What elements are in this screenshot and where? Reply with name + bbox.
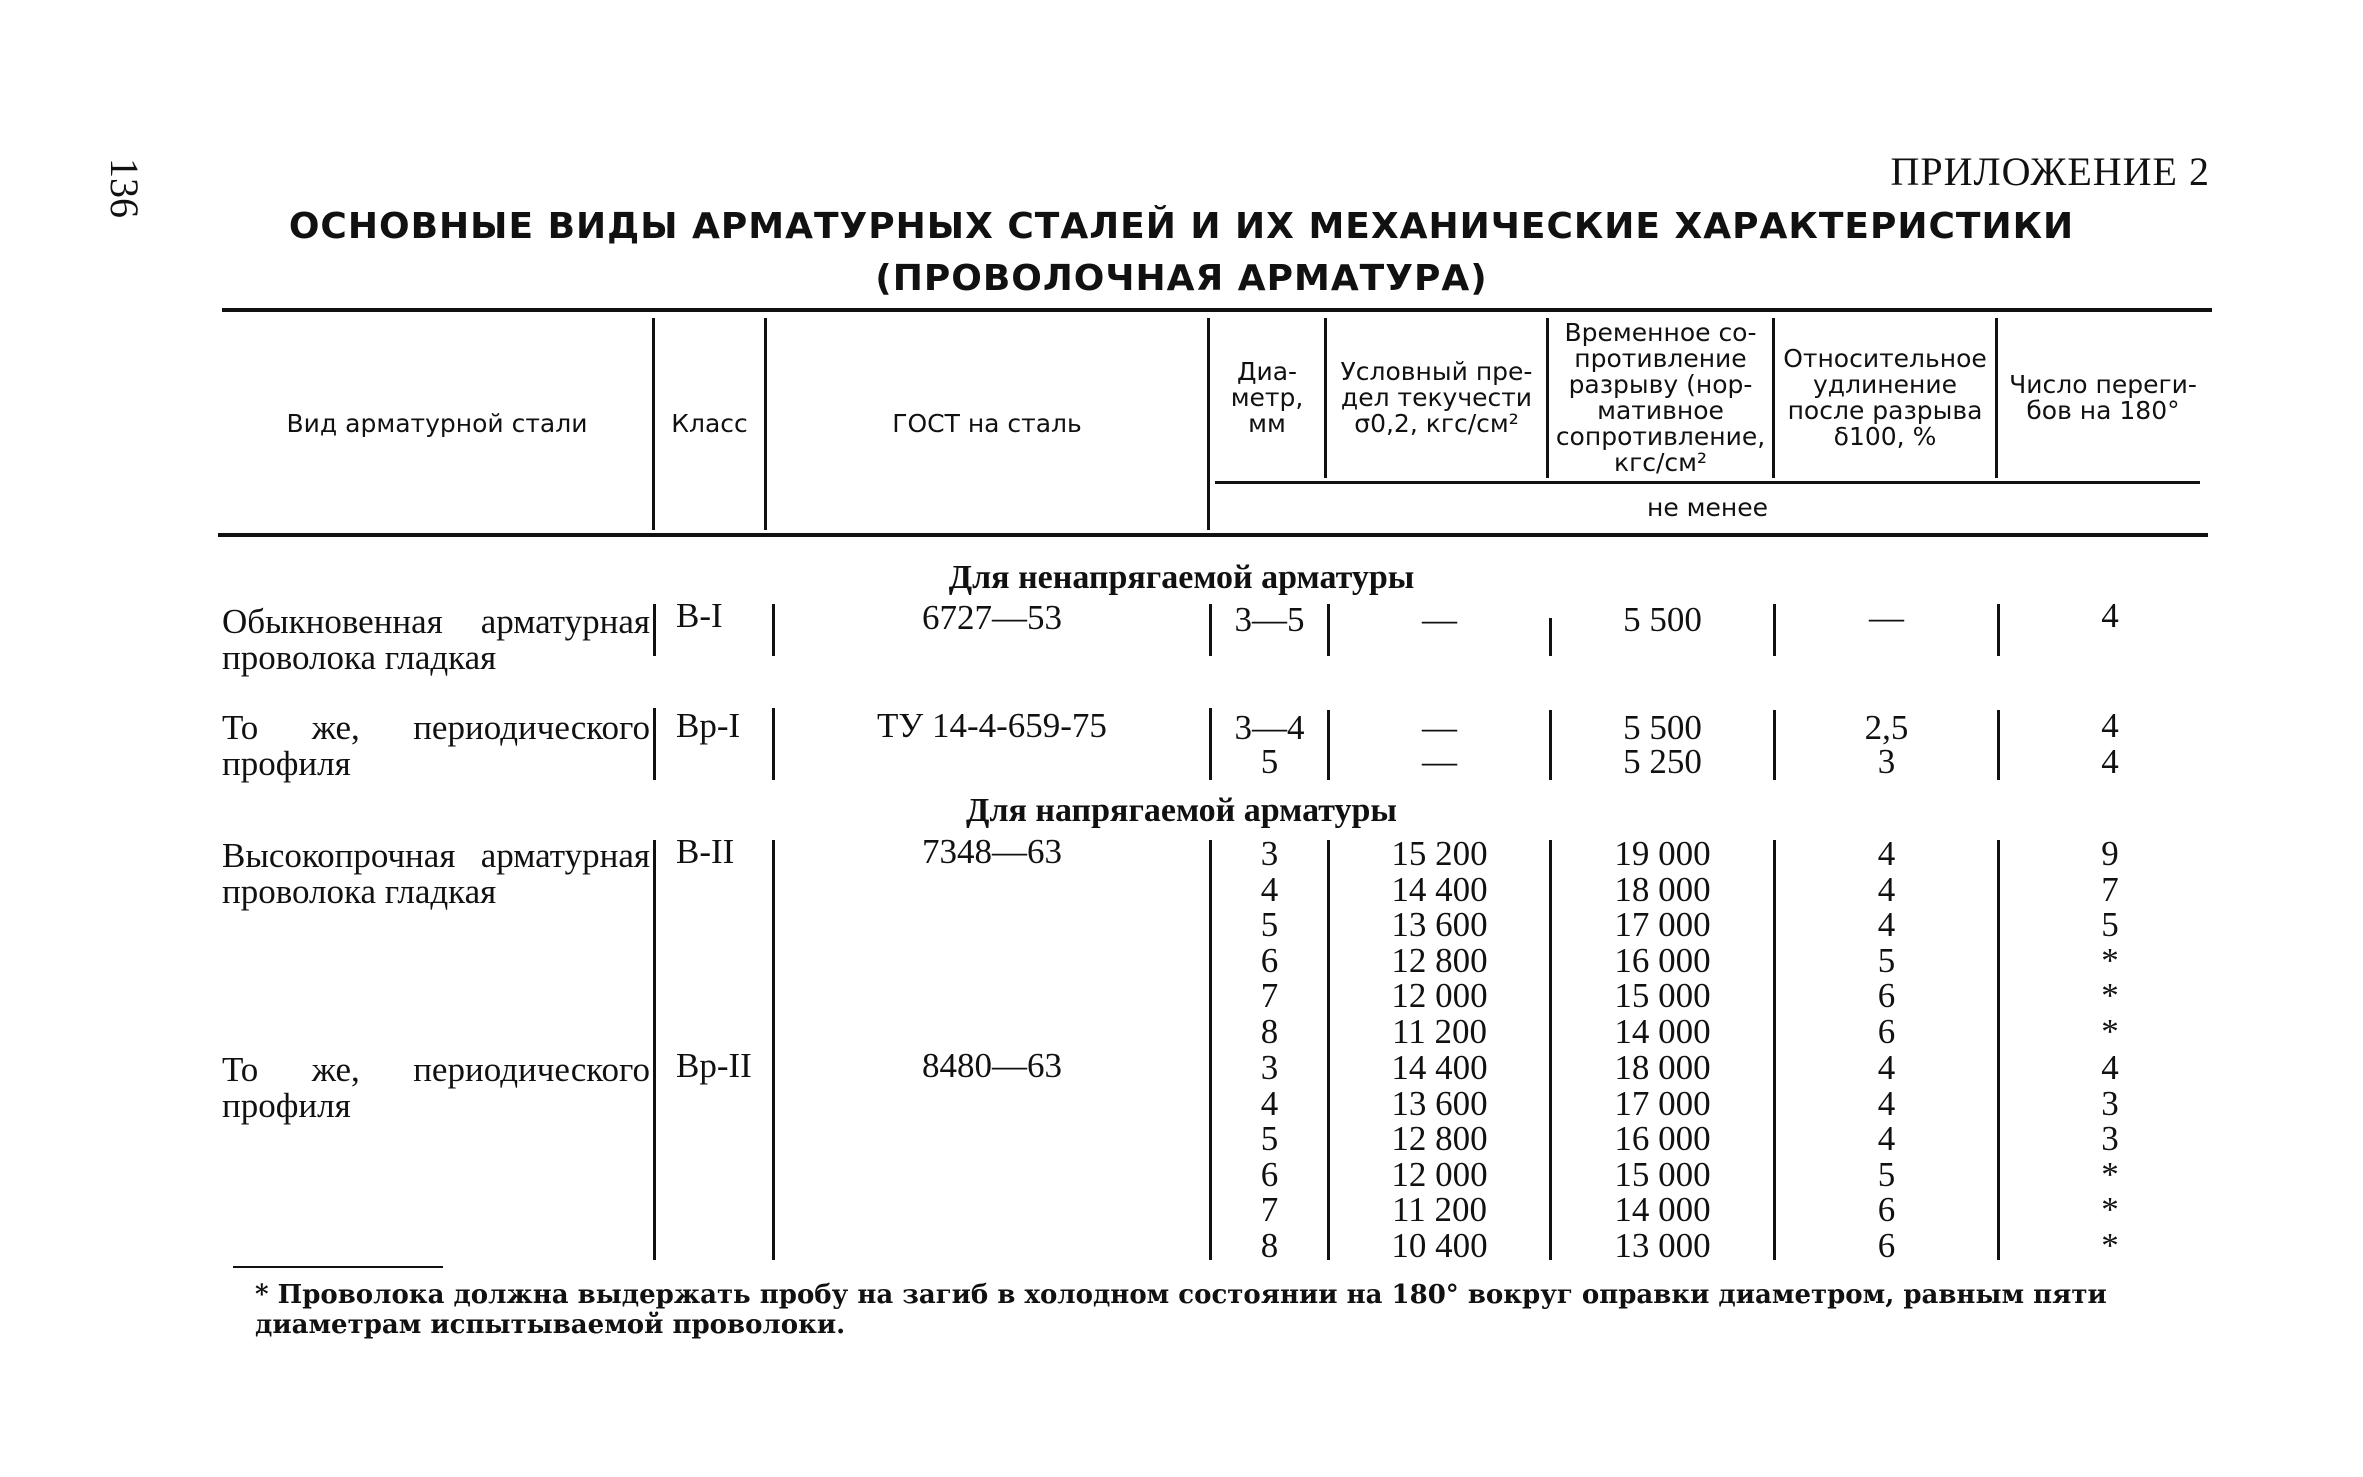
strength-value: 15 000: [1614, 976, 1711, 1015]
elongation-value: 5: [1877, 1154, 1896, 1194]
diameter-value: 3: [1260, 1048, 1279, 1087]
strength-value: 15 000: [1614, 1154, 1711, 1194]
diameter-value: 4: [1260, 869, 1279, 909]
yield-value: 13 600: [1391, 905, 1488, 944]
elongation-value: 5: [1877, 940, 1896, 980]
bends-value: 4: [2101, 596, 2119, 635]
diameter-value: 3: [1260, 834, 1279, 873]
steel-class: Вр-I: [676, 706, 741, 745]
steel-class: Вр-II: [676, 1046, 752, 1085]
bends-value: *: [2101, 1190, 2119, 1229]
elongation-value: 4: [1877, 1083, 1896, 1123]
header-inner-rule: [1215, 481, 2200, 484]
diameter-value: 7: [1260, 1190, 1279, 1229]
bends-value: 4: [2101, 1048, 2119, 1087]
elongation-value: 6: [1877, 976, 1896, 1015]
gost-number: 8480—63: [922, 1046, 1062, 1085]
footnote-rule: [233, 1266, 443, 1268]
bends-value: *: [2101, 1225, 2119, 1265]
header-diameter: Диа- метр, мм: [1230, 357, 1304, 438]
yield-value: 10 400: [1391, 1225, 1488, 1265]
diameter-value: 3—4: [1234, 708, 1305, 747]
elongation-value: 6: [1877, 1011, 1896, 1051]
strength-value: 19 000: [1614, 834, 1711, 873]
header-top-rule: [222, 308, 2212, 312]
header-elongation: Относительное удлинение после разрыва δ100, %: [1783, 344, 1987, 451]
yield-value: 12 000: [1391, 976, 1488, 1015]
section-title-nonprestressed: Для ненапрягаемой арматуры: [948, 559, 1415, 596]
yield-value: 11 200: [1392, 1011, 1487, 1051]
gost-number: 6727—53: [922, 598, 1062, 637]
bends-value: *: [2101, 940, 2119, 980]
bends-value: *: [2101, 1011, 2119, 1051]
bends-value: 3: [2101, 1119, 2119, 1158]
yield-value: 14 400: [1391, 1048, 1488, 1087]
yield-value: —: [1422, 600, 1457, 639]
header-type: Вид арматурной стали: [286, 409, 588, 438]
elongation-value: 6: [1877, 1225, 1896, 1265]
header-gost: ГОСТ на сталь: [892, 409, 1082, 438]
body-divider: [653, 708, 656, 780]
strength-value: 14 000: [1614, 1190, 1711, 1229]
table-subtitle: (ПРОВОЛОЧНАЯ АРМАТУРА): [875, 258, 1488, 299]
steel-type-name: То же, периодического профиля: [222, 1050, 650, 1125]
bends-value: 4: [2101, 706, 2119, 745]
body-divider: [653, 604, 656, 656]
strength-value: 13 000: [1614, 1225, 1711, 1265]
diameter-value: 6: [1260, 940, 1279, 980]
bends-value: 5: [2101, 905, 2119, 944]
header-bends: Число переги- бов на 180°: [2009, 370, 2197, 425]
elongation-value: 4: [1877, 1048, 1896, 1087]
footnote: * Проволока должна выдержать пробу на загиб в холодном состоянии на 180° вокруг оправки диаметром, равным пяти диаметрам испытываемой проволоки.: [255, 1280, 2107, 1340]
steel-class: B-I: [676, 596, 723, 635]
elongation-value: 4: [1877, 905, 1896, 944]
bends-value: *: [2101, 1154, 2119, 1194]
yield-value: 12 800: [1391, 1119, 1488, 1158]
diameter-value: 7: [1260, 976, 1279, 1015]
header-bottom-rule: [218, 533, 2208, 537]
strength-value: 16 000: [1614, 1119, 1711, 1158]
bends-value: 9: [2101, 834, 2119, 873]
elongation-value: 2,5: [1864, 708, 1909, 747]
diameter-value: 6: [1260, 1154, 1279, 1194]
strength-value: 5 500: [1623, 708, 1702, 747]
strength-value: 17 000: [1614, 905, 1711, 944]
yield-value: —: [1422, 742, 1457, 781]
table-title: ОСНОВНЫЕ ВИДЫ АРМАТУРНЫХ СТАЛЕЙ И ИХ МЕХАНИЧЕСКИЕ ХАРАКТЕРИСТИКИ: [288, 206, 2075, 247]
section-title-prestressed: Для напрягаемой арматуры: [966, 792, 1397, 829]
yield-value: 12 800: [1391, 940, 1488, 980]
gost-number: ТУ 14-4-659-75: [877, 706, 1107, 745]
steel-type-name: То же, периодического профиля: [222, 708, 650, 783]
steel-type-name: Высокопрочная арматурная проволока гладкая: [222, 836, 650, 911]
bends-value: 3: [2101, 1083, 2119, 1123]
strength-value: 5 500: [1623, 600, 1702, 639]
diameter-value: 5: [1260, 742, 1279, 781]
bends-value: 4: [2101, 742, 2119, 781]
header-strength: Временное со- противление разрыву (нор- мативное сопротивление, кгс/см²: [1555, 318, 1766, 477]
header-min-note: не менее: [1646, 493, 1769, 522]
strength-value: 16 000: [1614, 940, 1711, 980]
yield-value: 12 000: [1391, 1154, 1488, 1194]
yield-value: 13 600: [1391, 1083, 1488, 1123]
body-divider: [653, 840, 656, 1260]
yield-value: 11 200: [1392, 1190, 1487, 1229]
header-class: Класс: [671, 409, 748, 438]
page-number: 136: [102, 158, 147, 218]
yield-value: 14 400: [1391, 869, 1488, 909]
strength-value: 5 250: [1623, 742, 1702, 781]
appendix-label: ПРИЛОЖЕНИЕ 2: [1890, 149, 2210, 194]
strength-value: 18 000: [1614, 1048, 1711, 1087]
yield-value: —: [1422, 708, 1457, 747]
diameter-value: 8: [1260, 1011, 1279, 1051]
diameter-value: 3—5: [1234, 600, 1305, 639]
elongation-value: 4: [1877, 834, 1896, 873]
yield-value: 15 200: [1391, 834, 1488, 873]
steel-type-name: Обыкновенная арматурная проволока гладкая: [222, 602, 650, 677]
diameter-value: 4: [1260, 1083, 1279, 1123]
steel-class: B-II: [676, 832, 735, 871]
strength-value: 14 000: [1614, 1011, 1711, 1051]
diameter-value: 5: [1260, 905, 1279, 944]
gost-number: 7348—63: [922, 832, 1062, 871]
strength-value: 18 000: [1614, 869, 1711, 909]
elongation-value: 3: [1877, 742, 1896, 781]
bends-value: 7: [2101, 869, 2119, 909]
elongation-value: —: [1869, 598, 1904, 637]
header-yield: Условный пре- дел текучести σ0,2, кгс/см²: [1340, 357, 1533, 438]
elongation-value: 4: [1877, 869, 1896, 909]
strength-value: 17 000: [1614, 1083, 1711, 1123]
elongation-value: 6: [1877, 1190, 1896, 1229]
diameter-value: 8: [1260, 1225, 1279, 1265]
bends-value: *: [2101, 976, 2119, 1015]
diameter-value: 5: [1260, 1119, 1279, 1158]
elongation-value: 4: [1877, 1119, 1896, 1158]
